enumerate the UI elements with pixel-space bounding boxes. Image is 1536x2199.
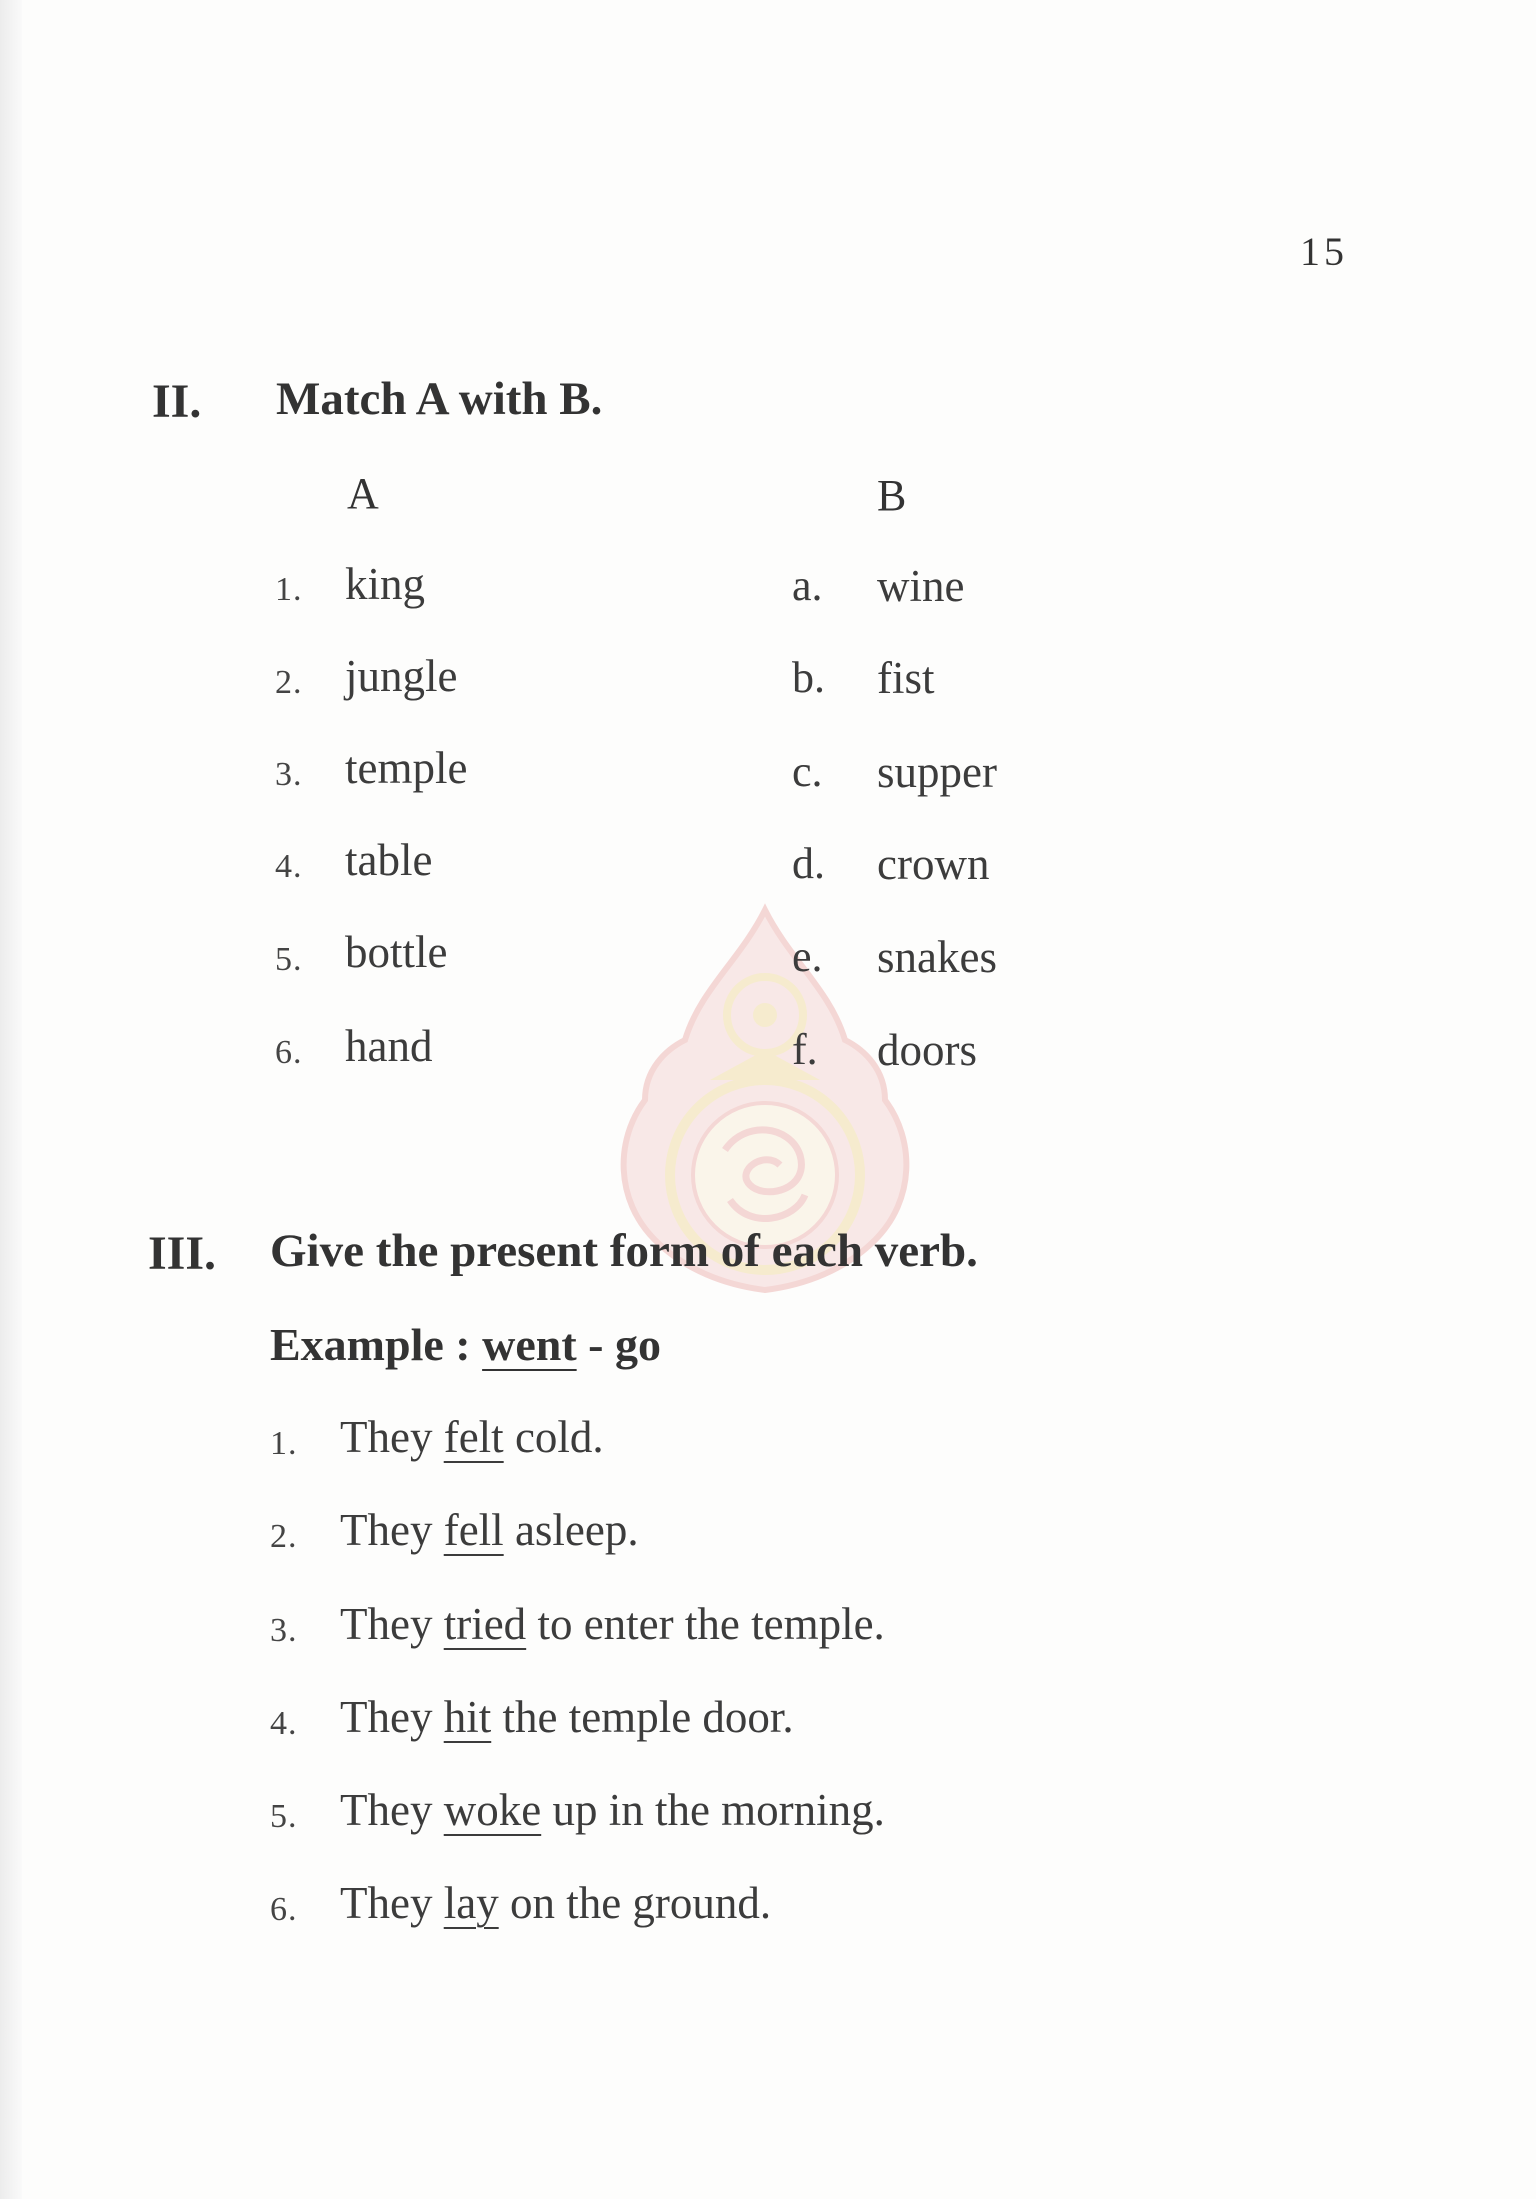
item-word: supper xyxy=(877,747,997,797)
sentence-verb: felt xyxy=(443,1412,504,1462)
sentence-rest: the temple door. xyxy=(502,1692,794,1742)
example-dash: - xyxy=(588,1319,604,1370)
sentence xyxy=(340,1598,885,1650)
sentence-subject: They xyxy=(340,1412,433,1462)
item-word: table xyxy=(345,835,433,885)
example-line xyxy=(270,1318,661,1371)
sentence xyxy=(340,1411,604,1463)
item-word: doors xyxy=(877,1025,977,1075)
item-number: 4. xyxy=(275,848,303,885)
sentence-rest: asleep. xyxy=(514,1505,639,1555)
section-2-title: Match A with B. xyxy=(276,373,603,425)
item-letter: e. xyxy=(792,932,823,981)
sentence-number: 1. xyxy=(270,1425,298,1462)
sentence-verb: hit xyxy=(443,1692,492,1742)
sentence-number: 4. xyxy=(270,1705,298,1742)
column-a-header: A xyxy=(347,469,379,518)
sentence-rest: to enter the temple. xyxy=(537,1599,885,1649)
item-letter: b. xyxy=(792,653,825,702)
sentence-subject: They xyxy=(340,1599,433,1649)
sentence-verb: tried xyxy=(443,1599,527,1649)
item-letter: c. xyxy=(792,747,823,796)
sentence xyxy=(340,1504,639,1556)
sentence-subject: They xyxy=(340,1505,433,1555)
sentence-verb: lay xyxy=(443,1878,499,1928)
sentence-rest: on the ground. xyxy=(509,1878,772,1928)
sentence xyxy=(340,1877,771,1929)
item-word: temple xyxy=(345,743,468,793)
sentence-subject: They xyxy=(340,1878,433,1928)
page-number: 15 xyxy=(1300,229,1348,274)
item-number: 3. xyxy=(275,756,303,793)
item-letter: f. xyxy=(792,1025,818,1074)
item-number: 2. xyxy=(275,664,303,701)
item-letter: a. xyxy=(792,561,823,610)
item-number: 5. xyxy=(275,941,303,978)
column-b-header: B xyxy=(877,471,907,520)
item-number: 6. xyxy=(275,1034,303,1071)
section-2-number: II. xyxy=(152,375,202,428)
item-word: jungle xyxy=(345,651,458,701)
sentence xyxy=(340,1691,794,1743)
item-word: snakes xyxy=(877,932,997,982)
sentence-number: 6. xyxy=(270,1891,298,1928)
sentence-verb: woke xyxy=(443,1785,542,1835)
item-letter: d. xyxy=(792,839,825,888)
sentence-verb: fell xyxy=(443,1505,504,1555)
sentence-number: 5. xyxy=(270,1798,298,1835)
example-label: Example : xyxy=(270,1319,471,1370)
sentence-subject: They xyxy=(340,1692,433,1742)
sentence-number: 3. xyxy=(270,1612,298,1649)
sentence-number: 2. xyxy=(270,1518,298,1555)
item-word: hand xyxy=(345,1021,433,1071)
item-word: wine xyxy=(877,561,965,611)
item-word: bottle xyxy=(345,927,448,977)
example-past-verb: went xyxy=(482,1319,577,1370)
sentence-rest: cold. xyxy=(514,1412,604,1462)
item-word: fist xyxy=(877,653,935,703)
item-number: 1. xyxy=(275,571,303,608)
section-3-title: Give the present form of each verb. xyxy=(270,1225,978,1277)
example-present-verb: go xyxy=(614,1319,661,1370)
page-edge xyxy=(0,0,22,2199)
item-word: king xyxy=(345,559,426,609)
sentence xyxy=(340,1784,885,1836)
item-word: crown xyxy=(877,839,990,889)
section-3-number: III. xyxy=(148,1227,217,1280)
sentence-subject: They xyxy=(340,1785,433,1835)
sentence-rest: up in the morning. xyxy=(552,1785,885,1835)
